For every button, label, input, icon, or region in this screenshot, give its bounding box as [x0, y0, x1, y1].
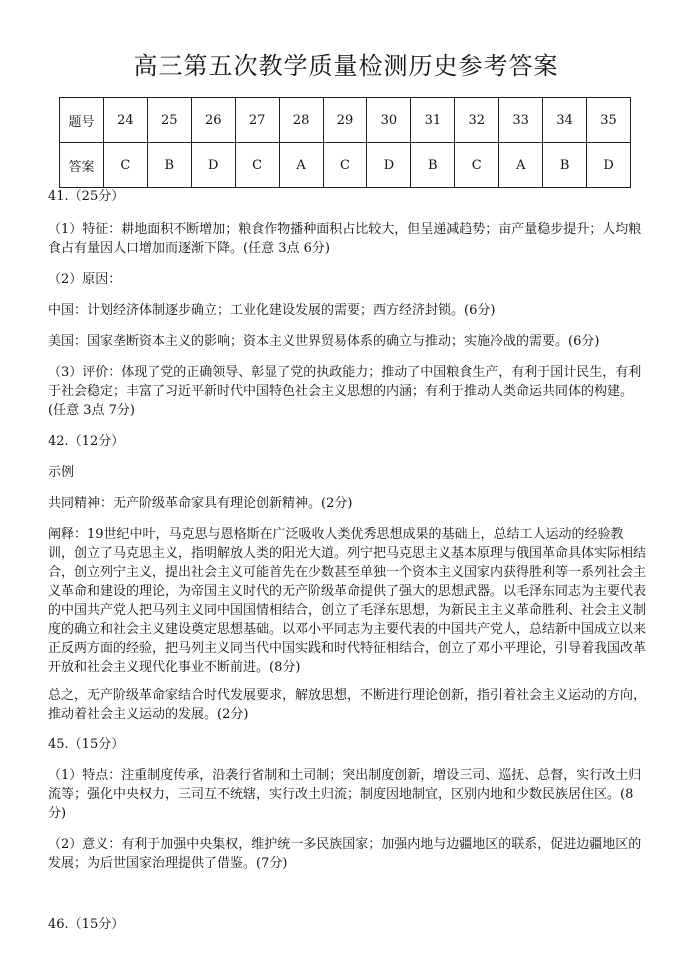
q42-common-spirit: 共同精神：无产阶级革命家具有理论创新精神。(2分) — [48, 496, 353, 511]
question-number: 35 — [587, 98, 631, 143]
answer-table-header-label: 题号 — [60, 98, 104, 143]
answer-choice: A — [279, 143, 323, 188]
q45-heading: 45.（15分） — [48, 737, 125, 752]
answer-choice: C — [455, 143, 499, 188]
answer-choice: B — [147, 143, 191, 188]
answer-choice: C — [235, 143, 279, 188]
q41-part3-evaluation: （3）评价：体现了党的正确领导、彰显了党的执政能力；推动了中国粮食生产，有利于国计民生，有利于社会稳定；丰富了习近平新时代中国特色社会主义思想的内涵；有利于推动人类命运共同体的构建。(任意 3点 7分) — [48, 365, 642, 418]
answer-choice: A — [499, 143, 543, 188]
question-number: 28 — [279, 98, 323, 143]
answer-table-number-row — [60, 98, 631, 143]
question-number: 34 — [543, 98, 587, 143]
answer-choice: C — [323, 143, 367, 188]
question-number: 24 — [103, 98, 147, 143]
answer-choice: B — [411, 143, 455, 188]
answer-table — [59, 97, 631, 188]
answer-table-answer-row — [60, 143, 631, 188]
q42-example-label: 示例 — [48, 465, 75, 480]
question-number: 29 — [323, 98, 367, 143]
q42-conclusion: 总之，无产阶级革命家结合时代发展要求，解放思想，不断进行理论创新，指引着社会主义运动的方向，推动着社会主义运动的发展。(2分) — [48, 688, 647, 722]
q41-part1-characteristics: （1）特征：耕地面积不断增加；粮食作物播种面积占比较大，但呈递减趋势；亩产量稳步提升；人均粮食占有量因人口增加而逐渐下降。(任意 3点 6分) — [48, 222, 642, 256]
q41-part2-usa: 美国：国家垄断资本主义的影响；资本主义世界贸易体系的确立与推动；实施冷战的需要。(6分) — [48, 334, 600, 349]
answer-choice: C — [103, 143, 147, 188]
q42-elaboration: 阐释：19世纪中叶，马克思与恩格斯在广泛吸收人类优秀思想成果的基础上，总结工人运动的经验教训，创立了马克思主义，指明解放人类的阳光大道。列宁把马克思主义基本原理与俄国革命具体实际相结合，创立列宁主义，提出社会主义可能首先在少数甚至单独一个资本主义国家内获得胜利等一系列社会主义革命和建设的理论，为帝国主义时代的无产阶级革命提供了强大的思想武器。以毛泽东同志为主要代表的中国共产党人把马列主义同中国国情相结合，创立了毛泽东思想，为新民主主义革命胜利、社会主义制度的确立和社会主义建设奠定思想基础。以邓小平同志为主要代表的中国共产党人，总结新中国成立以来正反两方面的经验，把马列主义同当代中国实践和时代特征相结合，创立了邓小平理论，引导着我国改革开放和社会主义现代化事业不断前进。(8分) — [48, 527, 647, 675]
q45-part2-significance: （2）意义：有利于加强中央集权，维护统一多民族国家；加强内地与边疆地区的联系，促进边疆地区的发展；为后世国家治理提供了借鉴。(7分) — [48, 837, 642, 871]
q42-heading: 42.（12分） — [48, 434, 125, 449]
question-number: 27 — [235, 98, 279, 143]
question-number: 33 — [499, 98, 543, 143]
question-number: 32 — [455, 98, 499, 143]
q45-part1-characteristics: （1）特点：注重制度传承，沿袭行省制和土司制；突出制度创新，增设三司、巡抚、总督，实行改土归流等；强化中央权力，三司互不统辖，实行改土归流；制度因地制宜，区别内地和少数民族居住区。(8分) — [48, 768, 642, 821]
answer-table-answer-label: 答案 — [60, 143, 104, 188]
question-number: 25 — [147, 98, 191, 143]
answer-choice: D — [367, 143, 411, 188]
q41-part2-label: （2）原因： — [48, 272, 122, 287]
question-number: 26 — [191, 98, 235, 143]
q41-part2-china: 中国：计划经济体制逐步确立；工业化建设发展的需要；西方经济封锁。(6分) — [48, 303, 496, 318]
answer-choice: B — [543, 143, 587, 188]
question-number: 30 — [367, 98, 411, 143]
page-title: 高三第五次教学质量检测历史参考答案 — [133, 52, 559, 80]
answer-choice: D — [191, 143, 235, 188]
question-number: 31 — [411, 98, 455, 143]
answer-choice: D — [587, 143, 631, 188]
q46-heading: 46.（15分） — [48, 917, 125, 932]
q41-heading: 41.（25分） — [48, 189, 125, 204]
